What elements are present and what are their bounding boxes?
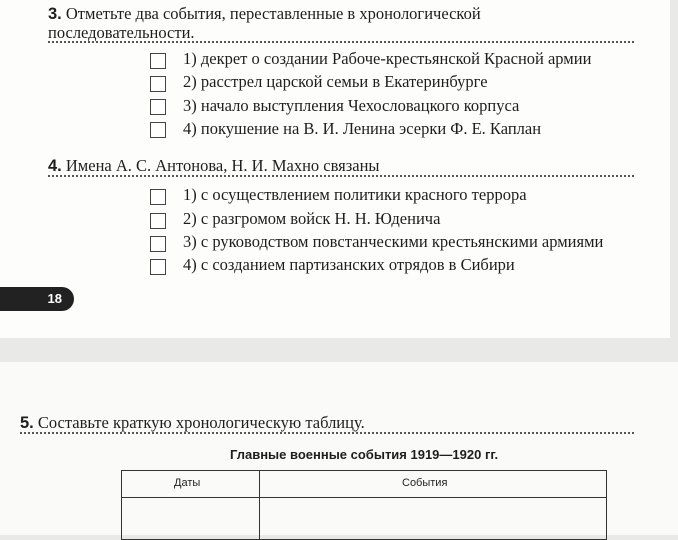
q3-option-4: 4) покушение на В. И. Ленина эсерки Ф. Е. Каплан: [183, 119, 542, 138]
q4-checkbox-2[interactable]: [150, 213, 166, 229]
q3-option-2: 2) расстрел царской семьи в Екатеринбурге: [183, 72, 488, 91]
q4-title: [48, 156, 380, 176]
q4-option-1: 1) с осуществлением политики красного террора: [183, 185, 527, 204]
q3-title-line1: [48, 4, 481, 24]
q4-number: 4.: [48, 157, 62, 175]
q5-text: Составьте краткую хронологическую таблицу.: [37, 413, 365, 432]
q3-checkbox-3[interactable]: [150, 99, 166, 115]
table-header-events: События: [402, 477, 448, 489]
q3-number: 3.: [48, 5, 62, 23]
q3-dotted-rule: [48, 41, 634, 43]
q4-checkbox-4[interactable]: [150, 259, 166, 275]
chronology-table: [121, 470, 607, 540]
table-cell-event[interactable]: [261, 499, 605, 539]
q3-checkbox-1[interactable]: [150, 53, 166, 69]
q3-text-line2: последовательности.: [48, 23, 195, 42]
q4-option-2: 2) с разгромом войск Н. Н. Юденича: [183, 209, 441, 228]
table-title: Главные военные события 1919—1920 гг.: [230, 447, 499, 462]
table-header-dates: Даты: [174, 477, 201, 489]
q5-dotted-rule: [20, 432, 634, 434]
q3-checkbox-4[interactable]: [150, 122, 166, 138]
table-header-divider: [122, 497, 606, 498]
q3-text-line1: Отметьте два события, переставленные в хронологической: [65, 4, 481, 23]
q3-option-3: 3) начало выступления Чехословацкого корпуса: [183, 96, 520, 115]
q4-text: Имена А. С. Антонова, Н. И. Махно связаны: [65, 156, 380, 175]
q5-number: 5.: [20, 414, 34, 432]
q4-checkbox-1[interactable]: [150, 189, 166, 205]
q5-title: [20, 413, 365, 433]
q4-checkbox-3[interactable]: [150, 236, 166, 252]
q4-dotted-rule: [48, 175, 634, 177]
q4-option-4: 4) с созданием партизанских отрядов в Сибири: [183, 255, 515, 274]
q3-checkbox-2[interactable]: [150, 76, 166, 92]
table-cell-date[interactable]: [122, 499, 258, 539]
table-column-divider: [259, 471, 260, 539]
q4-option-3: 3) с руководством повстанческими крестьянскими армиями: [183, 232, 604, 251]
page-number-badge: 18: [0, 287, 74, 311]
q3-option-1: 1) декрет о создании Рабоче-крестьянской Красной армии: [183, 49, 592, 68]
